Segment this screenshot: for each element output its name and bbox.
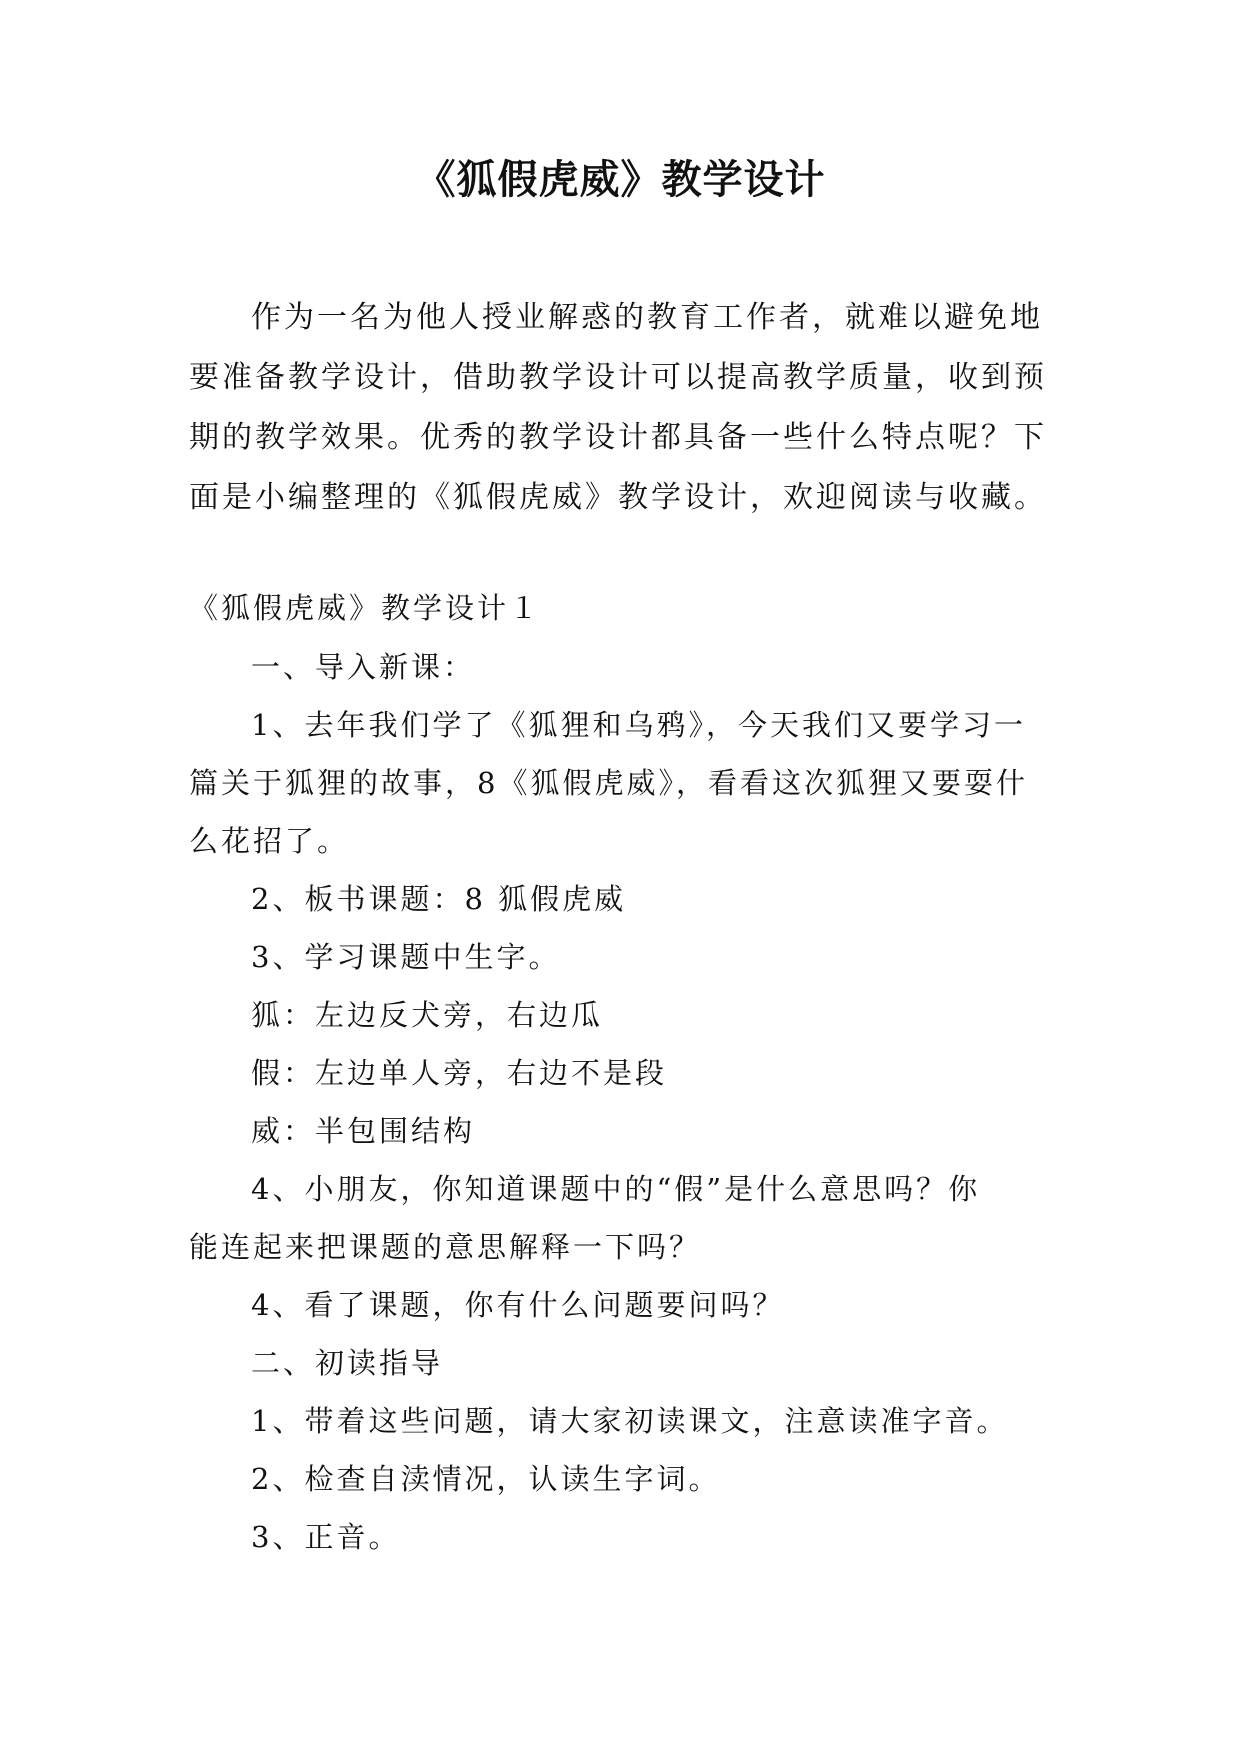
document-title: 《狐假虎威》教学设计 [415, 157, 826, 203]
paragraph-line: 4、小朋友，你知道课题中的“假”是什么意思吗？你 [251, 1172, 981, 1206]
character-note: 威：半包围结构 [251, 1114, 476, 1148]
heading-first-reading: 二、初读指导 [251, 1346, 444, 1380]
paragraph-line: 4、看了课题，你有什么问题要问吗？ [251, 1288, 785, 1322]
intro-line: 期的教学效果。优秀的教学设计都具备一些什么特点呢？下 [189, 420, 1047, 455]
heading-import-lesson: 一、导入新课： [251, 650, 476, 684]
character-note: 假：左边单人旁，右边不是段 [251, 1056, 668, 1090]
paragraph-line: 能连起来把课题的意思解释一下吗？ [189, 1230, 702, 1264]
paragraph-line: 3、正音。 [251, 1520, 401, 1554]
paragraph-line: 2、检查自渎情况，认读生字词。 [251, 1462, 721, 1496]
paragraph-line: 3、学习课题中生字。 [251, 940, 561, 974]
paragraph-line: 么花招了。 [189, 824, 350, 858]
paragraph-line: 篇关于狐狸的故事，8《狐假虎威》，看看这次狐狸又要耍什 [189, 766, 1028, 800]
character-note: 狐：左边反犬旁，右边瓜 [251, 998, 604, 1032]
intro-line: 要准备教学设计，借助教学设计可以提高教学质量，收到预 [189, 360, 1047, 395]
intro-line: 面是小编整理的《狐假虎威》教学设计，欢迎阅读与收藏。 [189, 480, 1047, 515]
intro-paragraph [189, 288, 1059, 528]
section-title: 《狐假虎威》教学设计１ [189, 591, 542, 625]
paragraph-line: 1、带着这些问题，请大家初读课文，注意读准字音。 [251, 1404, 1009, 1438]
intro-line: 作为一名为他人授业解惑的教育工作者，就难以避免地 [251, 300, 1043, 335]
paragraph-line: 1、去年我们学了《狐狸和乌鸦》，今天我们又要学习一 [251, 708, 1026, 742]
paragraph-line: 2、板书课题：8 狐假虎威 [251, 882, 627, 916]
lesson-plan-body [189, 578, 1059, 1566]
